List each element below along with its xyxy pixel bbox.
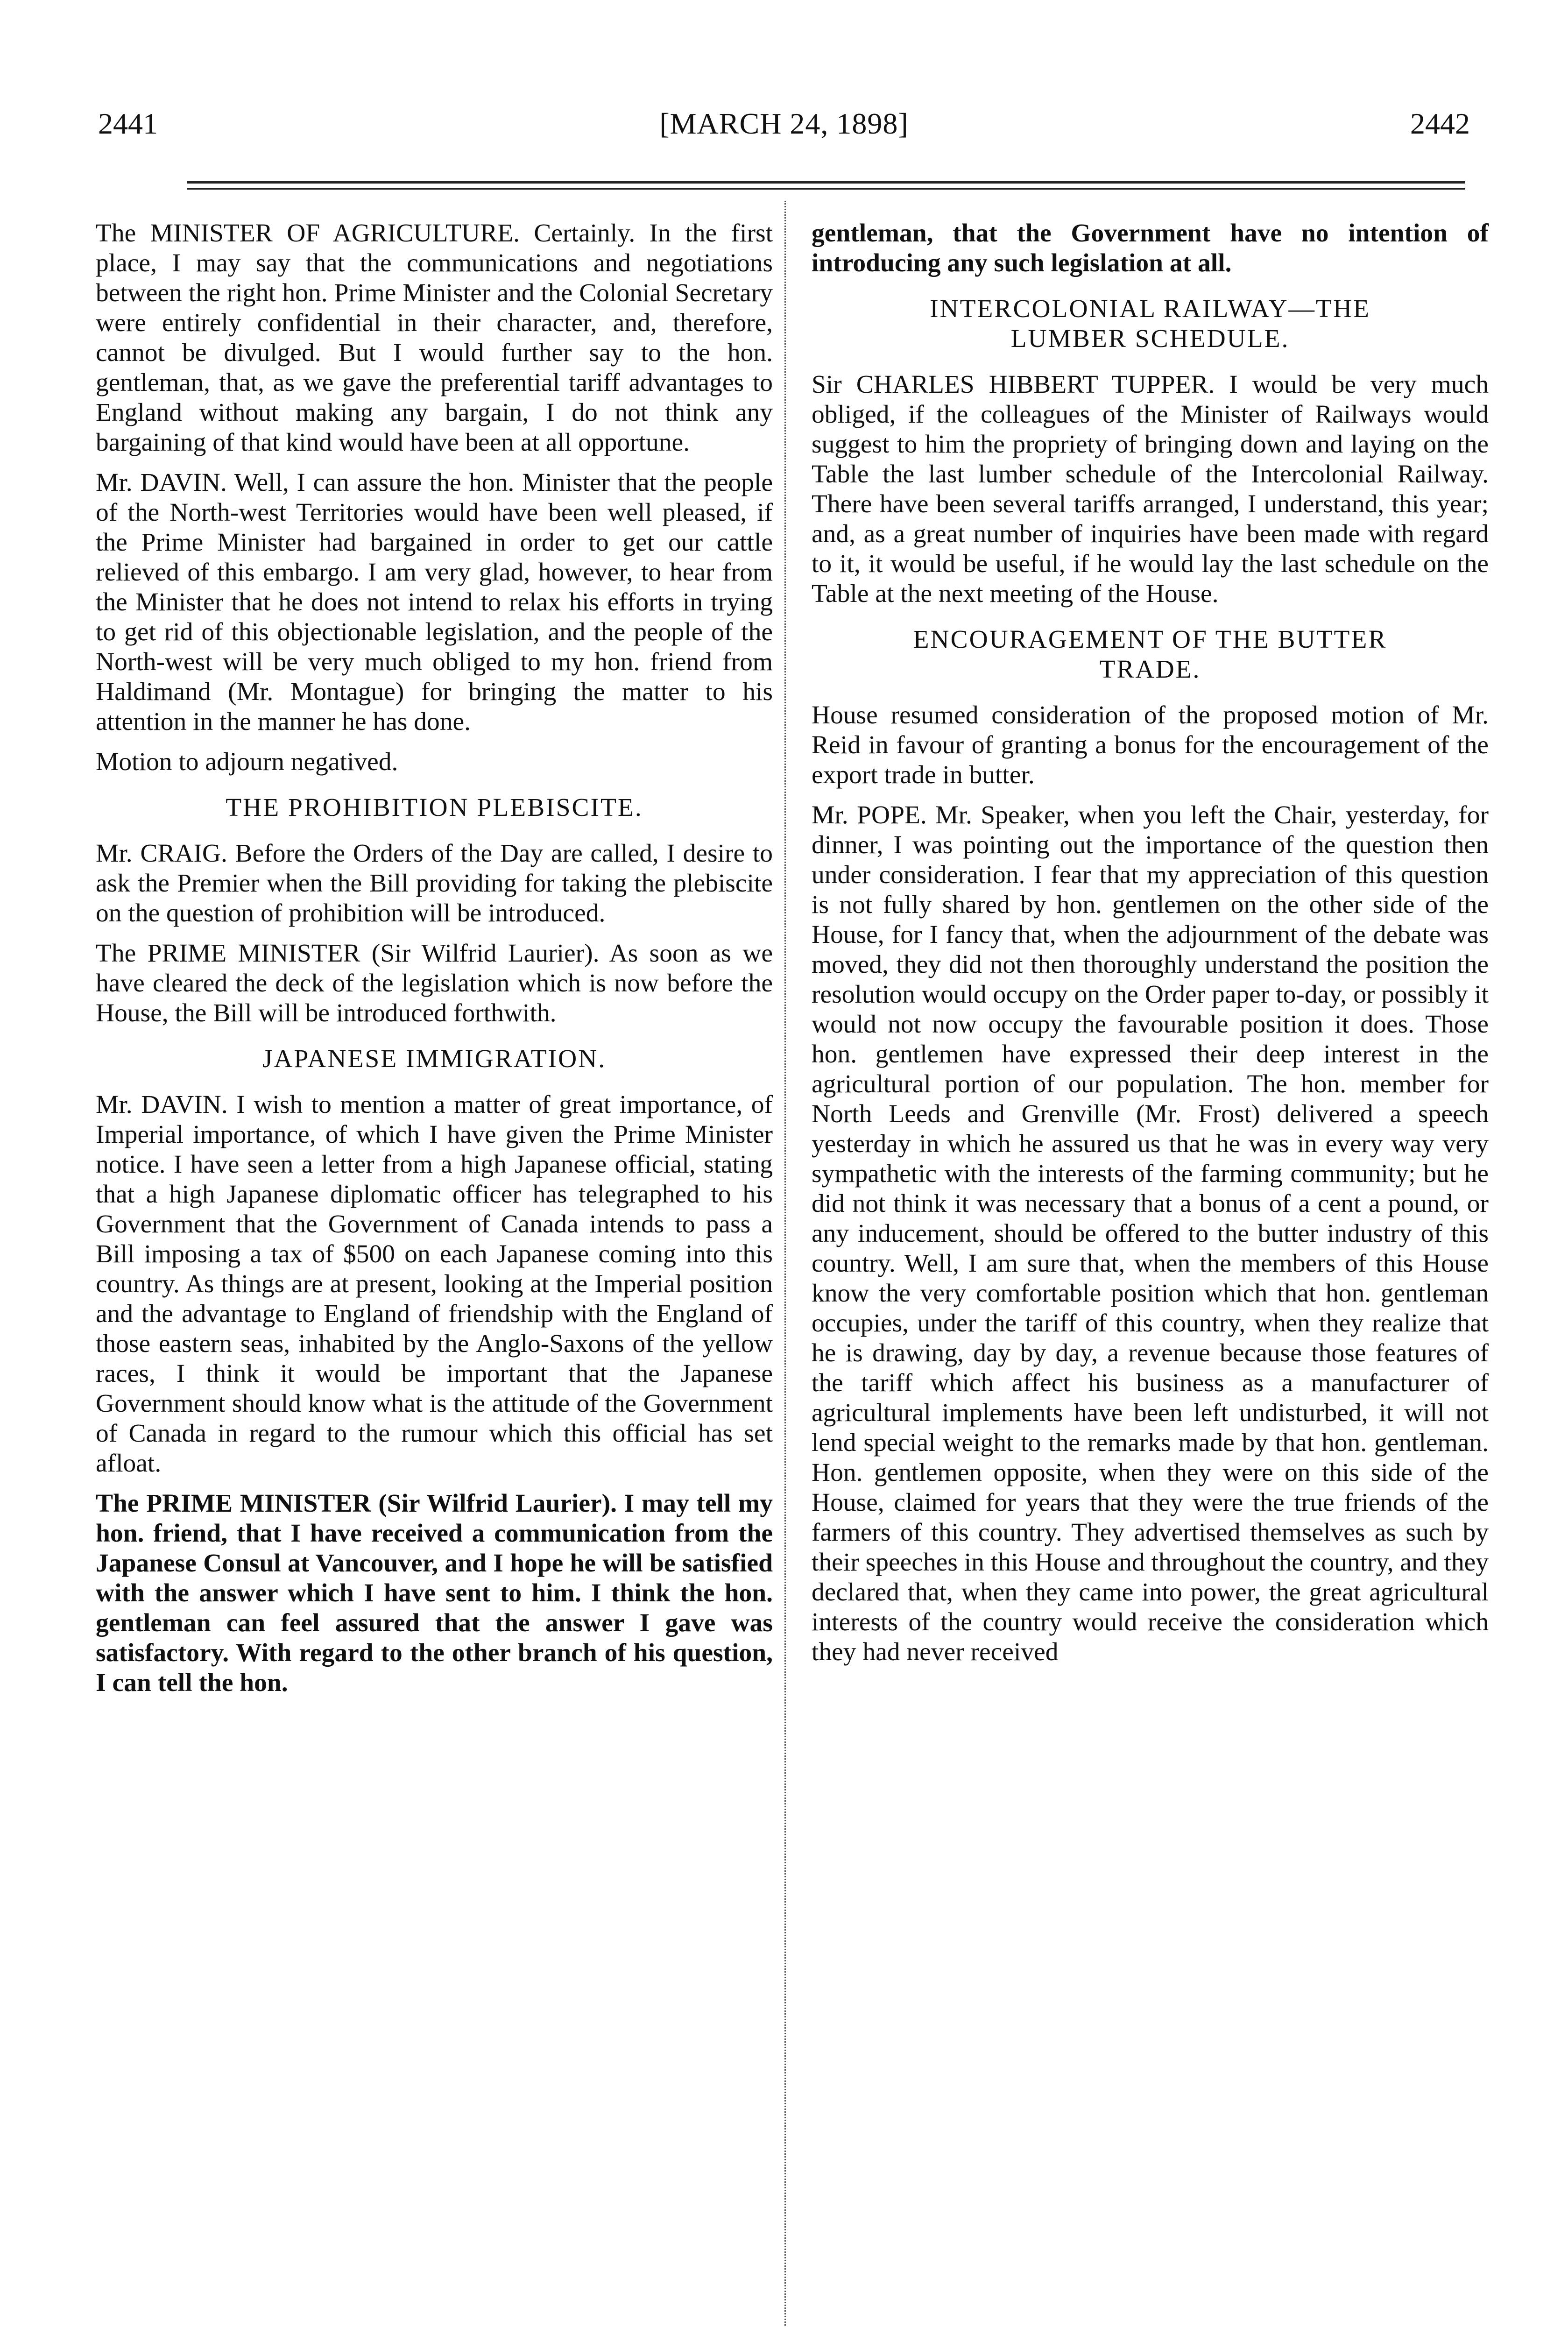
paragraph-minister-agriculture: The MINISTER OF AGRICULTURE. Certainly. In the first place, I may say that the communications and negotiations between the right hon. Prime Minister and the Colonial Secretary were entirely confidential in their character, and, therefore, cannot be divulged. But I would further say to the hon. gentleman, that, as we gave the preferential tariff advantages to England without making any bargain, I do not think any bargaining of that kind would have been at all opportune. [96, 219, 773, 457]
paragraph-pope-speech: Mr. POPE. Mr. Speaker, when you left the Chair, yesterday, for dinner, I was pointing out the importance of the question then under consideration. I fear that my appreciation of this question is not fully shared by hon. gentlemen on the other side of the House, for I fancy that, when the adjournment of the debate was moved, they did not then thoroughly understand the position the resolution would occupy on the Order paper to-day, or possibly it would not now occupy the favourable position it does. Those hon. gentlemen have expressed their deep interest in the agricultural portion of our population. The hon. member for North Leeds and Grenville (Mr. Frost) delivered a speech yesterday in which he assured us that he was in every way very sympathetic with the interests of the farming community; but he did not think it was necessary that a bonus of a cent a pound, or any inducement, should be offered to the butter industry of this country. Well, I am sure that, when the members of this House know the very comfortable position which that hon. gentleman occupies, under the tariff of this country, when they realize that he is drawing, day by day, a revenue because those features of the tariff which affect his business as a manufacturer of agricultural implements have been left undisturbed, it will not lend special weight to the remarks made by that hon. gentleman. Hon. gentlemen opposite, when they were on this side of the House, claimed for years that they were the true friends of the farmers of this country. They advertised themselves as such by their speeches in this House and throughout the country, and they declared that, when they came into power, the great agricultural interests of the country would receive the consideration which they had never received [812, 801, 1489, 1666]
heading-butter-line2: TRADE. [1099, 655, 1201, 684]
left-page-number: 2441 [98, 107, 158, 140]
page-header [98, 106, 1470, 149]
heading-butter-trade [812, 625, 1489, 685]
paragraph-motion-negatived: Motion to adjourn negatived. [96, 748, 398, 776]
heading-intercolonial-railway [812, 294, 1489, 354]
paragraph-continuation: gentleman, that the Government have no intention of introducing any such legislation at all. [812, 219, 1489, 277]
left-column [96, 219, 773, 1708]
paragraph-prime-minister-japanese: The PRIME MINISTER (Sir Wilfrid Laurier). I may tell my hon. friend, that I have received a communication from the Japanese Consul at Vancouver, and I hope he will be satisfied with the answer which I have sent to him. I think the hon. gentleman can feel assured that the answer I gave was satisfactory. With regard to the other branch of his question, I can tell the hon. [96, 1489, 773, 1697]
paragraph-craig-question: Mr. CRAIG. Before the Orders of the Day are called, I desire to ask the Premier when the Bill providing for taking the plebiscite on the question of prohibition will be introduced. [96, 839, 773, 927]
paragraph-tupper: Sir CHARLES HIBBERT TUPPER. I would be very much obliged, if the colleagues of the Minister of Railways would suggest to him the propriety of bringing down and laying on the Table the last lumber schedule of the Intercolonial Railway. There have been several tariffs arranged, I understand, this year; and, as a great number of inquiries have been made with regard to it, it would be useful, if he would lay the last schedule on the Table at the next meeting of the House. [812, 370, 1489, 608]
header-rule-thick [187, 181, 1465, 184]
paragraph-davin-reply: Mr. DAVIN. Well, I can assure the hon. Minister that the people of the North-west Territories would have been well pleased, if the Prime Minister had bargained in order to get our cattle relieved of this embargo. I am very glad, however, to hear from the Minister that he does not intend to relax his efforts in trying to get rid of this objectionable legislation, and the people of the North-west will be very much obliged to my hon. friend from Haldimand (Mr. Montague) for bringing the matter to his attention in the manner he has done. [96, 468, 773, 736]
paragraph-house-resumed: House resumed consideration of the proposed motion of Mr. Reid in favour of granting a bonus for the encouragement of the export trade in butter. [812, 701, 1489, 789]
heading-prohibition-plebiscite: THE PROHIBITION PLEBISCITE. [226, 793, 643, 822]
heading-intercolonial-line1: INTERCOLONIAL RAILWAY—THE [930, 295, 1370, 323]
paragraph-prime-minister-plebiscite: The PRIME MINISTER (Sir Wilfrid Laurier). As soon as we have cleared the deck of the legislation which is now before the House, the Bill will be introduced forthwith. [96, 939, 773, 1027]
header-date: [MARCH 24, 1898] [659, 107, 909, 140]
heading-intercolonial-line2: LUMBER SCHEDULE. [1010, 325, 1290, 353]
heading-japanese-immigration: JAPANESE IMMIGRATION. [262, 1045, 607, 1073]
right-column [812, 219, 1489, 1677]
column-divider [784, 201, 786, 2326]
heading-butter-line1: ENCOURAGEMENT OF THE BUTTER [913, 625, 1387, 654]
paragraph-davin-japanese: Mr. DAVIN. I wish to mention a matter of great importance, of Imperial importance, of which I have given the Prime Minister notice. I have seen a letter from a high Japanese official, stating that a high Japanese diplomatic officer has telegraphed to his Government that the Government of Canada intends to pass a Bill imposing a tax of $500 on each Japanese coming into this country. As things are at present, looking at the Imperial position and the advantage to England of friendship with the England of those eastern seas, inhabited by the Anglo-Saxons of the yellow races, I think it would be important that the Japanese Government should know what is the attitude of the Government of Canada in regard to the rumour which this official has set afloat. [96, 1090, 773, 1478]
right-page-number: 2442 [1410, 107, 1470, 140]
header-rule-thin [187, 188, 1465, 190]
